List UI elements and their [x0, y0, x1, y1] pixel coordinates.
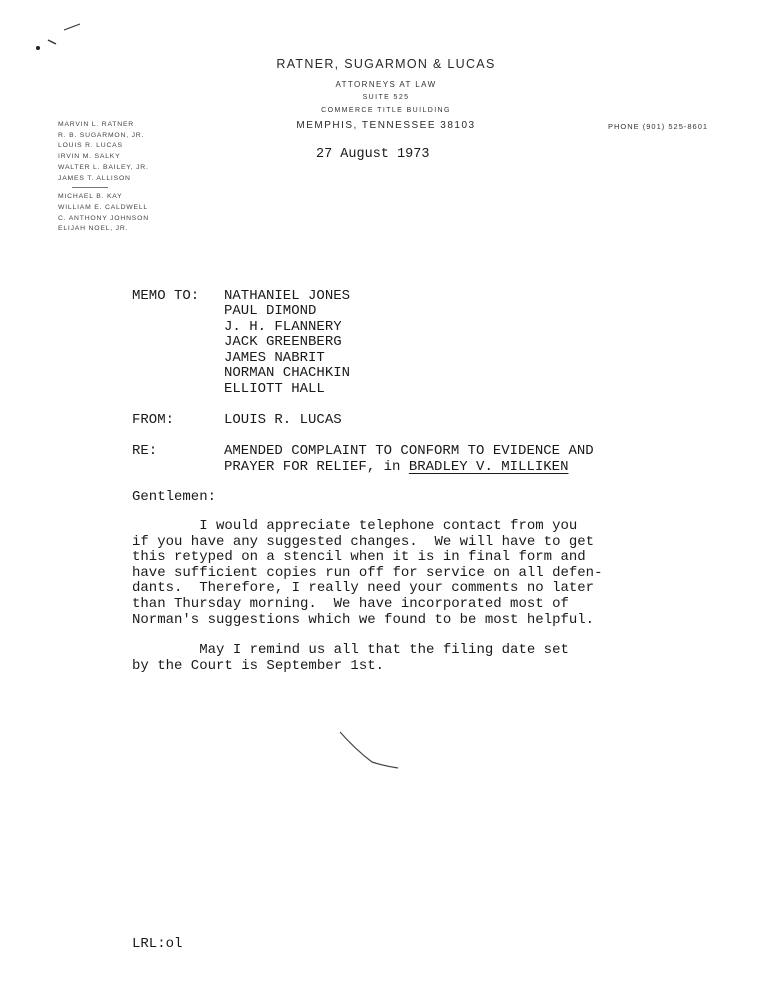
body-line: this retyped on a stencil when it is in final form and — [132, 549, 586, 566]
partner-name: IRVIN M. SALKY — [58, 153, 121, 161]
recipient: PAUL DIMOND — [224, 303, 317, 319]
partner-divider — [72, 187, 108, 188]
associate-name: C. ANTHONY JOHNSON — [58, 214, 149, 222]
memo-from-label: FROM: — [132, 412, 175, 428]
memo-from: LOUIS R. LUCAS — [224, 412, 342, 428]
partner-name: JAMES T. ALLISON — [58, 174, 131, 182]
letter-body — [132, 519, 652, 674]
firm-phone: PHONE (901) 525-8601 — [608, 122, 709, 131]
paragraph-gap — [132, 628, 652, 643]
body-line: I would appreciate telephone contact from you — [132, 518, 578, 534]
associate-name: MICHAEL B. KAY — [58, 193, 123, 201]
signature-stroke — [336, 728, 406, 770]
letter-date: 27 August 1973 — [316, 147, 430, 162]
memo-re-line: AMENDED COMPLAINT TO CONFORM TO EVIDENCE AND — [224, 443, 594, 459]
recipient: NATHANIEL JONES — [224, 288, 351, 304]
memo-re-line — [224, 459, 568, 475]
stray-marks — [28, 18, 88, 58]
body-line: than Thursday morning. We have incorporated most of — [132, 595, 569, 612]
associate-name: WILLIAM E. CALDWELL — [58, 203, 148, 211]
partner-name: R. B. SUGARMON, JR. — [58, 131, 145, 139]
partner-name: WALTER L. BAILEY, JR. — [58, 163, 149, 171]
body-line: May I remind us all that the filing date set — [132, 642, 569, 659]
memo-re-label: RE: — [132, 443, 158, 459]
partner-name: MARVIN L. RATNER — [58, 121, 134, 128]
memo-to-label: MEMO TO: — [132, 288, 200, 304]
associate-name: ELIJAH NOEL, JR. — [58, 225, 129, 233]
recipient: ELLIOTT HALL — [224, 381, 325, 397]
memo-re-prefix: PRAYER FOR RELIEF, in — [224, 459, 401, 475]
salutation: Gentlemen: — [132, 489, 217, 505]
firm-subtitle: ATTORNEYS AT LAW — [335, 80, 437, 89]
body-line: have sufficient copies run off for service on all defen- — [132, 564, 603, 581]
partner-list — [58, 120, 149, 235]
firm-city: MEMPHIS, TENNESSEE 38103 — [296, 120, 476, 131]
typist-initials: LRL:ol — [132, 936, 183, 952]
recipient: JAMES NABRIT — [224, 350, 325, 366]
body-line: by the Court is September 1st. — [132, 657, 385, 674]
case-name: BRADLEY V. MILLIKEN — [408, 459, 569, 475]
recipient: NORMAN CHACHKIN — [224, 365, 351, 381]
recipient: JACK GREENBERG — [224, 334, 342, 350]
body-line: dants. Therefore, I really need your comments no later — [132, 580, 595, 597]
body-line: if you have any suggested changes. We will have to get — [132, 533, 595, 550]
body-line: Norman's suggestions which we found to be most helpful. — [132, 611, 595, 628]
firm-name: RATNER, SUGARMON & LUCAS — [276, 57, 496, 71]
firm-building: COMMERCE TITLE BUILDING — [321, 107, 451, 114]
recipient: J. H. FLANNERY — [224, 319, 342, 335]
firm-suite: SUITE 525 — [362, 94, 410, 101]
partner-name: LOUIS R. LUCAS — [58, 142, 123, 150]
